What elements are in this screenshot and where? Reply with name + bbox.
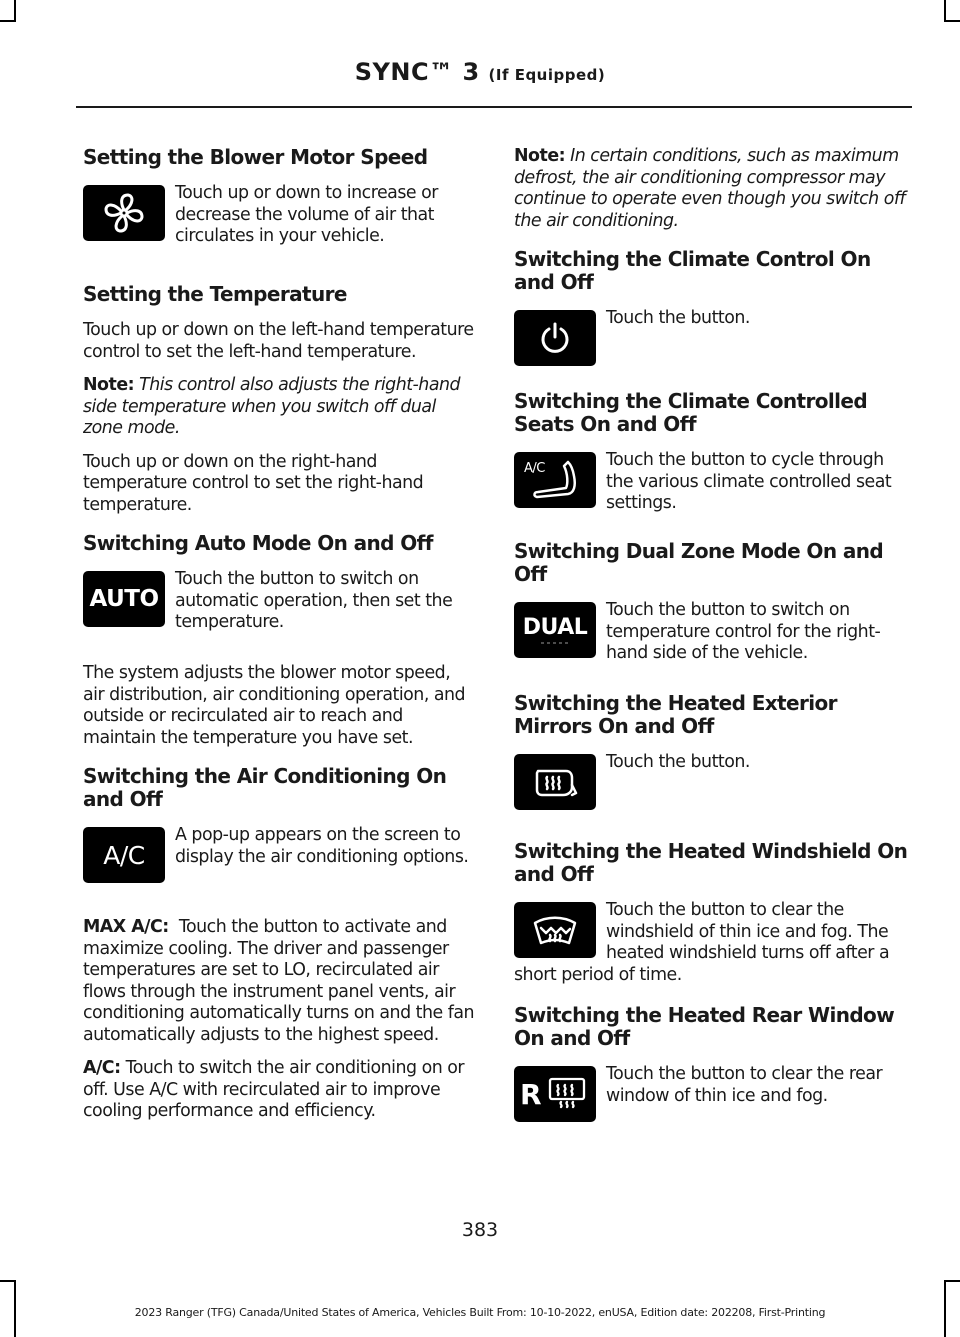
paragraph: Touch up or down on the right-hand temperature control to set the right-hand temperature. [83,451,424,515]
note-label: Note: [514,146,566,166]
right-column [514,146,908,1142]
page-header [0,58,960,86]
note-text: This control also adjusts the right-hand side temperature when you switch off dual zone mode. [83,375,461,438]
climate-section [514,308,908,372]
crop-mark [14,0,16,22]
section-heading: Switching the Heated Windshield On and Off [514,839,908,886]
rear-section [514,1064,908,1124]
rear-icon-label: R [520,1077,542,1111]
section-heading: Switching the Climate Controlled Seats On and Off [514,389,868,436]
heated-rear-window-icon [514,1066,596,1122]
note [83,375,475,440]
left-column [83,146,475,1135]
crop-mark [0,20,16,22]
section-heading: Switching the Climate Control On and Off [514,247,871,294]
auto-text: Touch the button to switch on automatic operation, then set the temperature. [175,569,453,632]
auto-icon-label: AUTO [89,586,159,612]
header-subtitle: (If Equipped) [488,66,606,84]
max-ac-label: MAX A/C: [83,917,169,937]
heated-windshield-icon [514,902,596,958]
ac-description: Touch to switch the air conditioning on or off. Use A/C with recirculated air to improve cooling performance and efficiency. [83,1058,465,1121]
seats-section [514,450,908,522]
section-heading: Switching Dual Zone Mode On and Off [514,539,884,586]
note-label: Note: [83,375,135,395]
ac-section [83,825,475,899]
seats-text: Touch the button to cycle through the various climate controlled seat settings. [606,450,892,513]
windshield-text: Touch the button to clear the windshield of thin ice and fog. The heated windshield turns off after a short period of time. [514,900,890,985]
paragraph: The system adjusts the blower motor speed, air distribution, air conditioning operation, and outside or recirculated air to reach and maintain the temperature you have set. [83,663,466,748]
dual-section [514,600,908,674]
seat-icon-label: A/C [524,461,545,476]
fan-icon [83,185,165,241]
page-footer: 2023 Ranger (TFG) Canada/United States of America, Vehicles Built From: 10-10-2022, enUSA, Edition date: 202208, First-Printing [134,1306,826,1319]
dual-icon-underline [535,640,575,646]
blower-text: Touch up or down to increase or decrease the volume of air that circulates in your vehicle. [175,183,438,246]
rear-text: Touch the button to clear the rear window of thin ice and fog. [606,1064,883,1106]
ac-text: A pop-up appears on the screen to display the air conditioning options. [175,825,469,867]
note [514,146,908,232]
power-icon [514,310,596,366]
note-text: In certain conditions, such as maximum defrost, the air conditioning compressor may continue to operate even though you switch off the air conditioning. [514,146,906,231]
page-number: 383 [461,1219,499,1241]
paragraph: Touch up or down on the left-hand temperature control to set the left-hand temperature. [83,320,474,362]
crop-mark [944,1280,960,1282]
crop-mark [944,0,946,22]
ac-icon [83,827,165,883]
mirrors-section [514,752,908,822]
section-heading: Setting the Temperature [83,282,347,306]
header-title: SYNC™ 3 [354,58,480,86]
windshield-section [514,900,908,986]
dual-icon [514,602,596,658]
section-heading: Switching the Heated Rear Window On and Off [514,1003,895,1050]
crop-mark [0,1280,16,1282]
climate-text: Touch the button. [606,308,750,328]
crop-mark [944,20,960,22]
ac-icon-label: A/C [103,840,145,870]
section-heading: Setting the Blower Motor Speed [83,145,428,169]
blower-section [83,183,475,265]
section-heading: Switching Auto Mode On and Off [83,531,433,555]
mirrors-text: Touch the button. [606,752,750,772]
heated-mirror-icon [514,754,596,810]
ac-label: A/C: [83,1058,121,1078]
max-ac-text: Touch the button to activate and maximize cooling. The driver and passenger temperatures are set to LO, recirculated air flows through the instrument panel vents, air conditioning automatically turns on and the fan automatically adjusts to the highest speed. [83,917,475,1045]
paragraph [83,1058,475,1123]
dual-icon-label: DUAL [522,614,588,640]
dual-text: Touch the button to switch on temperature control for the right-hand side of the vehicle. [606,600,881,663]
paragraph [83,917,475,1046]
auto-section [83,569,475,645]
section-heading: Switching the Heated Exterior Mirrors On and Off [514,691,837,738]
section-heading: Switching the Air Conditioning On and Off [83,764,447,811]
header-divider [76,106,912,108]
climate-seat-icon [514,452,596,508]
auto-icon [83,571,165,627]
